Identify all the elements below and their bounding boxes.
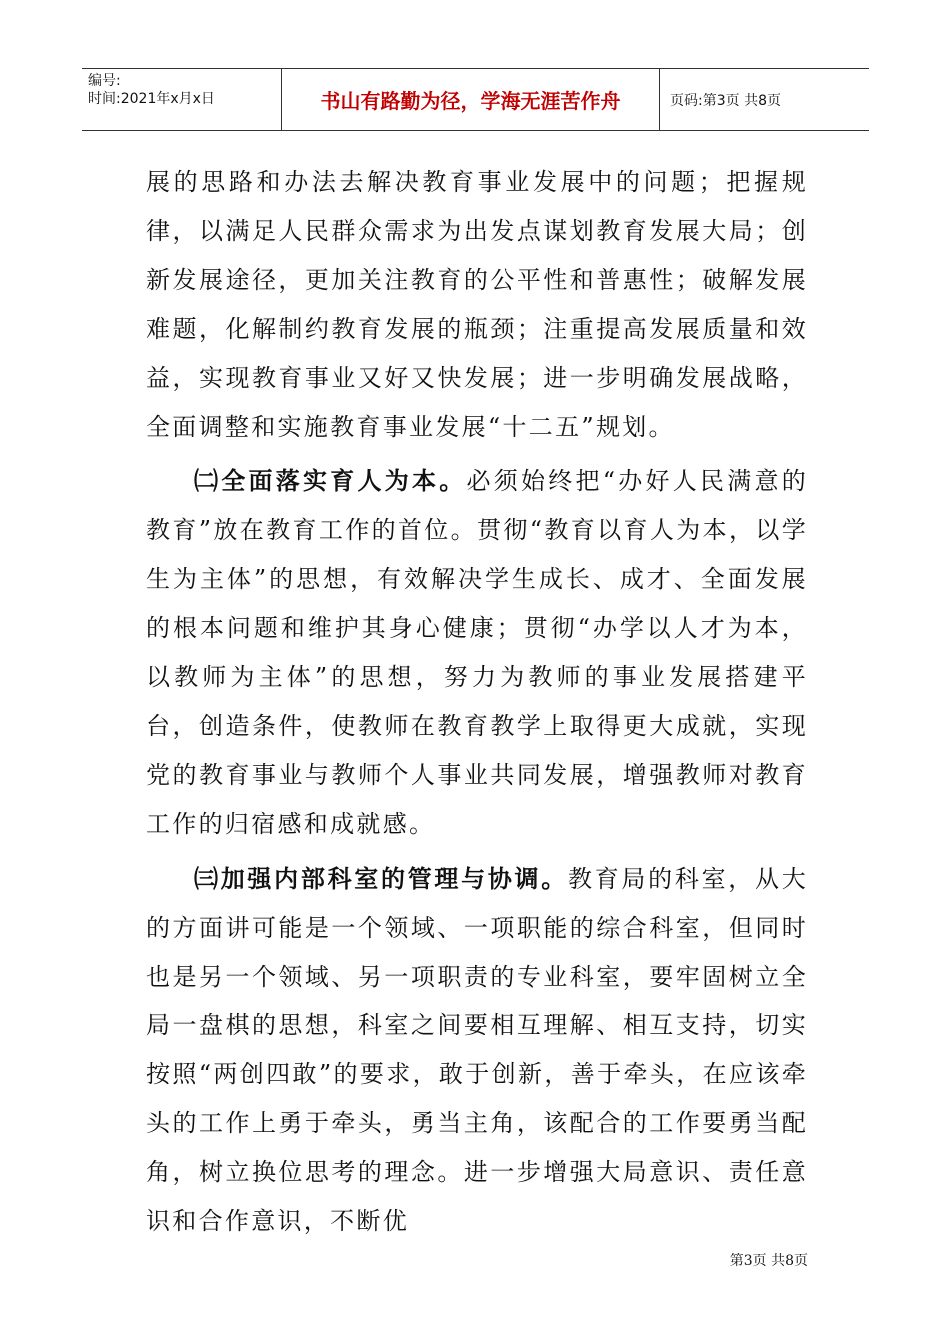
section-3-text: 教育局的科室，从大的方面讲可能是一个领域、一项职能的综合科室，但同时也是另一个领域、另一项职责的专业科室，要牢固树立全局一盘棋的思想，科室之间要相互理解、相互支持，切实按照“两创四敢”的要求，敢于创新，善于牵头，在应该牵头的工作上勇于牵头，勇当主角，该配合的工作要勇当配角，树立换位思考的理念。进一步增强大局意识、责任意识和合作意识，不断优 xyxy=(146,864,809,1236)
section-2-text: 必须始终把“办好人民满意的教育”放在教育工作的首位。贯彻“教育以育人为本，以学生为主体”的思想，有效解决学生成长、成才、全面发展的根本问题和维护其身心健康；贯彻“办学以人才为本，以教师为主体”的思想，努力为教师的事业发展搭建平台，创造条件，使教师在教育教学上取得更大成就，实现党的教育事业与教师个人事业共同发展，增强教师对教育工作的归宿感和成就感。 xyxy=(146,467,808,838)
page-footer: 第3页 共8页 xyxy=(729,1253,808,1269)
document-body xyxy=(146,158,808,1246)
paragraph-section-2 xyxy=(146,457,808,848)
header-page-info: 页码:第3页 共8页 xyxy=(670,92,781,109)
paragraph-continuation: 展的思路和办法去解决教育事业发展中的问题；把握规律，以满足人民群众需求为出发点谋划教育发展大局；创新发展途径，更加关注教育的公平性和普惠性；破解发展难题，化解制约教育发展的瓶颈；注重提高发展质量和效益，实现教育事业又好又快发展；进一步明确发展战略，全面调整和实施教育事业发展“十二五”规划。 xyxy=(146,168,808,441)
page-header xyxy=(82,68,869,131)
document-number-label: 编号: xyxy=(88,73,121,89)
header-motto: 书山有路勤为径，学海无涯苦作舟 xyxy=(282,69,660,130)
paragraph-section-3 xyxy=(146,855,808,1246)
section-2-heading: ㈡全面落实育人为本。 xyxy=(194,466,467,496)
document-date-label: 时间:2021年x月x日 xyxy=(88,91,215,107)
section-3-heading: ㈢加强内部科室的管理与协调。 xyxy=(194,863,568,893)
header-meta xyxy=(82,69,282,130)
